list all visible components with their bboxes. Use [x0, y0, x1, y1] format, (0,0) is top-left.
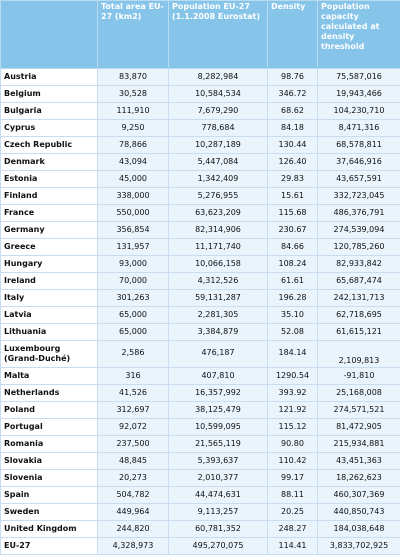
cell-total-area: 65,000 [98, 324, 169, 341]
cell-density: 115.12 [268, 419, 318, 436]
cell-density: 68.62 [268, 103, 318, 120]
cell-population: 10,066,158 [169, 256, 268, 273]
cell-country: Sweden [1, 504, 98, 521]
cell-capacity: 19,943,466 [318, 86, 400, 103]
table-row [1, 188, 400, 205]
cell-density: 130.44 [268, 137, 318, 154]
cell-total-area: 356,854 [98, 222, 169, 239]
cell-capacity: 104,230,710 [318, 103, 400, 120]
cell-total-area: 65,000 [98, 307, 169, 324]
cell-total-area: 4,328,973 [98, 538, 169, 555]
table-row [1, 324, 400, 341]
table-row [1, 402, 400, 419]
cell-population: 4,312,526 [169, 273, 268, 290]
header-population-capacity: Population capacity calculated at density threshold [318, 1, 400, 69]
table-row [1, 538, 400, 555]
cell-total-area: 43,094 [98, 154, 169, 171]
cell-population: 60,781,352 [169, 521, 268, 538]
cell-density: 1290.54 [268, 368, 318, 385]
cell-population: 778,684 [169, 120, 268, 137]
cell-density: 114.41 [268, 538, 318, 555]
table-row [1, 368, 400, 385]
cell-capacity: 460,307,369 [318, 487, 400, 504]
cell-country: Czech Republic [1, 137, 98, 154]
cell-density: 230.67 [268, 222, 318, 239]
table-body [1, 69, 400, 555]
cell-country: Italy [1, 290, 98, 307]
header-population: Population EU-27 (1.1.2008 Eurostat) [169, 1, 268, 69]
cell-total-area: 237,500 [98, 436, 169, 453]
table-row [1, 222, 400, 239]
header-row [1, 1, 400, 69]
cell-population: 63,623,209 [169, 205, 268, 222]
cell-country: Slovakia [1, 453, 98, 470]
cell-total-area: 2,586 [98, 341, 169, 368]
cell-capacity: 37,646,916 [318, 154, 400, 171]
cell-population: 10,584,534 [169, 86, 268, 103]
cell-density: 115.68 [268, 205, 318, 222]
table-header [1, 1, 400, 69]
cell-country: Lithuania [1, 324, 98, 341]
cell-density: 110.42 [268, 453, 318, 470]
cell-capacity: 18,262,623 [318, 470, 400, 487]
cell-total-area: 316 [98, 368, 169, 385]
cell-country: Finland [1, 188, 98, 205]
table-row [1, 86, 400, 103]
table-row [1, 256, 400, 273]
table-row [1, 205, 400, 222]
cell-density: 15.61 [268, 188, 318, 205]
cell-total-area: 45,000 [98, 171, 169, 188]
cell-country: Ireland [1, 273, 98, 290]
cell-capacity: 65,687,474 [318, 273, 400, 290]
cell-capacity: 81,472,905 [318, 419, 400, 436]
cell-population: 2,010,377 [169, 470, 268, 487]
cell-total-area: 83,870 [98, 69, 169, 86]
cell-capacity: 440,850,743 [318, 504, 400, 521]
cell-population: 5,276,955 [169, 188, 268, 205]
cell-capacity: 242,131,713 [318, 290, 400, 307]
cell-total-area: 131,957 [98, 239, 169, 256]
cell-capacity: 3,833,702,925 [318, 538, 400, 555]
table-row [1, 470, 400, 487]
cell-total-area: 550,000 [98, 205, 169, 222]
cell-population: 476,187 [169, 341, 268, 368]
cell-capacity: 82,933,842 [318, 256, 400, 273]
cell-capacity: 2,109,813 [318, 341, 400, 368]
cell-density: 84.18 [268, 120, 318, 137]
cell-total-area: 41,526 [98, 385, 169, 402]
cell-population: 8,282,984 [169, 69, 268, 86]
cell-country: Luxembourg (Grand-Duché) [1, 341, 98, 368]
cell-country: Estonia [1, 171, 98, 188]
cell-capacity: 274,571,521 [318, 402, 400, 419]
cell-total-area: 20,273 [98, 470, 169, 487]
table-row [1, 137, 400, 154]
cell-country: United Kingdom [1, 521, 98, 538]
cell-capacity: 215,934,881 [318, 436, 400, 453]
cell-total-area: 30,528 [98, 86, 169, 103]
cell-total-area: 92,072 [98, 419, 169, 436]
cell-country: Netherlands [1, 385, 98, 402]
table-row [1, 273, 400, 290]
cell-capacity: 184,038,648 [318, 521, 400, 538]
cell-country: Latvia [1, 307, 98, 324]
cell-density: 29.83 [268, 171, 318, 188]
cell-country: Austria [1, 69, 98, 86]
table-row [1, 307, 400, 324]
cell-density: 108.24 [268, 256, 318, 273]
cell-population: 38,125,479 [169, 402, 268, 419]
cell-capacity: 75,587,016 [318, 69, 400, 86]
cell-capacity: 43,451,363 [318, 453, 400, 470]
cell-population: 59,131,287 [169, 290, 268, 307]
cell-density: 393.92 [268, 385, 318, 402]
table-row [1, 436, 400, 453]
cell-population: 495,270,075 [169, 538, 268, 555]
cell-density: 184.14 [268, 341, 318, 368]
cell-total-area: 111,910 [98, 103, 169, 120]
cell-country: Belgium [1, 86, 98, 103]
cell-capacity: 43,657,591 [318, 171, 400, 188]
table-row [1, 521, 400, 538]
cell-population: 2,281,305 [169, 307, 268, 324]
table-row [1, 453, 400, 470]
cell-population: 44,474,631 [169, 487, 268, 504]
cell-country: Germany [1, 222, 98, 239]
cell-country: Portugal [1, 419, 98, 436]
cell-country: Spain [1, 487, 98, 504]
table-row [1, 385, 400, 402]
table-row [1, 69, 400, 86]
cell-population: 3,384,879 [169, 324, 268, 341]
cell-density: 99.17 [268, 470, 318, 487]
cell-population: 7,679,290 [169, 103, 268, 120]
cell-total-area: 312,697 [98, 402, 169, 419]
cell-country: France [1, 205, 98, 222]
cell-density: 346.72 [268, 86, 318, 103]
cell-country: Poland [1, 402, 98, 419]
cell-population: 10,287,189 [169, 137, 268, 154]
cell-capacity: 25,168,008 [318, 385, 400, 402]
cell-density: 90.80 [268, 436, 318, 453]
cell-capacity: 486,376,791 [318, 205, 400, 222]
table-row [1, 419, 400, 436]
cell-country: Greece [1, 239, 98, 256]
cell-density: 84.66 [268, 239, 318, 256]
table-row [1, 290, 400, 307]
cell-population: 16,357,992 [169, 385, 268, 402]
table-row [1, 504, 400, 521]
cell-capacity: 8,471,316 [318, 120, 400, 137]
cell-capacity: 68,578,811 [318, 137, 400, 154]
cell-population: 9,113,257 [169, 504, 268, 521]
cell-density: 35.10 [268, 307, 318, 324]
cell-capacity: 274,539,094 [318, 222, 400, 239]
cell-population: 11,171,740 [169, 239, 268, 256]
cell-density: 196.28 [268, 290, 318, 307]
cell-total-area: 93,000 [98, 256, 169, 273]
cell-population: 5,393,637 [169, 453, 268, 470]
cell-density: 248.27 [268, 521, 318, 538]
cell-population: 5,447,084 [169, 154, 268, 171]
cell-density: 126.40 [268, 154, 318, 171]
table-row [1, 341, 400, 368]
cell-population: 407,810 [169, 368, 268, 385]
cell-density: 20.25 [268, 504, 318, 521]
cell-capacity: 62,718,695 [318, 307, 400, 324]
table-row [1, 103, 400, 120]
cell-country: EU-27 [1, 538, 98, 555]
table-row [1, 171, 400, 188]
cell-capacity: -91,810 [318, 368, 400, 385]
table-row [1, 154, 400, 171]
cell-density: 98.76 [268, 69, 318, 86]
cell-total-area: 338,000 [98, 188, 169, 205]
cell-total-area: 504,782 [98, 487, 169, 504]
header-total-area: Total area EU-27 (km2) [98, 1, 169, 69]
cell-total-area: 70,000 [98, 273, 169, 290]
cell-total-area: 449,964 [98, 504, 169, 521]
cell-country: Malta [1, 368, 98, 385]
cell-total-area: 301,263 [98, 290, 169, 307]
table-row [1, 239, 400, 256]
cell-capacity: 61,615,121 [318, 324, 400, 341]
cell-total-area: 244,820 [98, 521, 169, 538]
cell-population: 10,599,095 [169, 419, 268, 436]
cell-density: 88.11 [268, 487, 318, 504]
cell-country: Bulgaria [1, 103, 98, 120]
cell-density: 52.08 [268, 324, 318, 341]
cell-country: Denmark [1, 154, 98, 171]
cell-country: Hungary [1, 256, 98, 273]
header-density: Density [268, 1, 318, 69]
cell-total-area: 78,866 [98, 137, 169, 154]
cell-population: 82,314,906 [169, 222, 268, 239]
table-row [1, 120, 400, 137]
table-row [1, 487, 400, 504]
cell-country: Slovenia [1, 470, 98, 487]
cell-population: 21,565,119 [169, 436, 268, 453]
cell-capacity: 332,723,045 [318, 188, 400, 205]
cell-total-area: 48,845 [98, 453, 169, 470]
cell-country: Romania [1, 436, 98, 453]
cell-population: 1,342,409 [169, 171, 268, 188]
cell-capacity: 120,785,260 [318, 239, 400, 256]
cell-country: Cyprus [1, 120, 98, 137]
cell-density: 61.61 [268, 273, 318, 290]
cell-density: 121.92 [268, 402, 318, 419]
cell-total-area: 9,250 [98, 120, 169, 137]
header-country-column [1, 1, 98, 69]
